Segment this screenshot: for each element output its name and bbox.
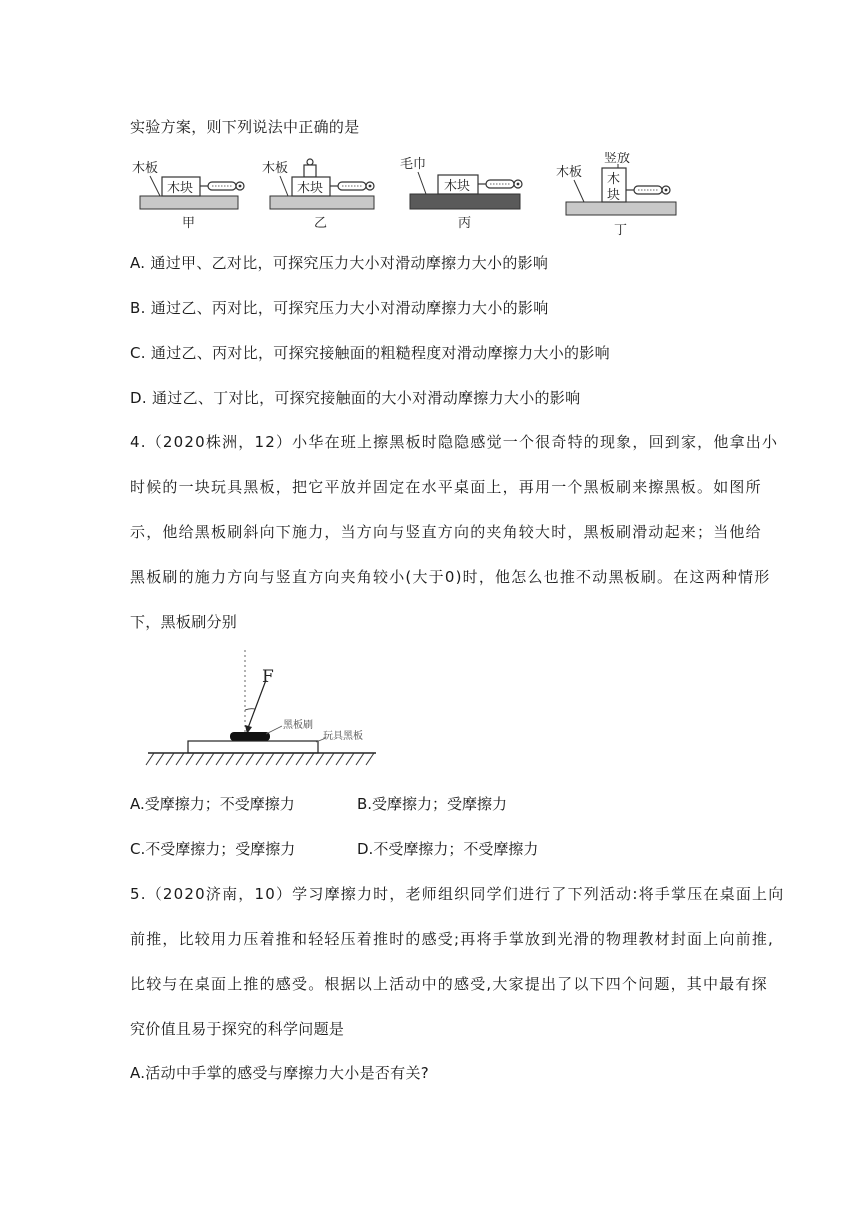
- force-label: F: [262, 667, 274, 687]
- q5-text-line: 究价值且易于探究的科学问题是: [130, 1020, 345, 1038]
- q4-text-line: 时候的一块玩具黑板，把它平放并固定在水平桌面上，再用一个黑板刷来擦黑板。如图所: [130, 478, 762, 496]
- panel-caption: 甲: [182, 216, 196, 231]
- q4-text-line: 示，他给黑板刷斜向下施力，当方向与竖直方向的夹角较大时，黑板刷滑动起来；当他给: [130, 523, 762, 541]
- surface-label: 木板: [132, 161, 159, 176]
- panel-ding: [556, 152, 676, 238]
- q5-option-a: A.活动中手掌的感受与摩擦力大小是否有关?: [130, 1064, 430, 1082]
- blackboard-brush: [230, 732, 270, 741]
- q4-option-d: D.不受摩擦力；不受摩擦力: [357, 840, 539, 858]
- spring-scale-icon: [626, 186, 670, 194]
- friction-experiment-figure: [128, 152, 698, 238]
- surface-label: 木板: [556, 165, 583, 180]
- q5-text-line: 5.（2020济南，10）学习摩擦力时，老师组织同学们进行了下列活动:将手掌压在桌面上向: [130, 885, 785, 903]
- panel-caption: 丁: [614, 223, 628, 238]
- panel-jia: [132, 160, 244, 231]
- orientation-label: 竖放: [604, 152, 631, 166]
- block-label: 木块: [297, 181, 324, 196]
- surface-label: 木板: [262, 161, 289, 176]
- q4-text-line: 下，黑板刷分别: [130, 613, 238, 631]
- q4-option-c: C.不受摩擦力；受摩擦力: [130, 840, 296, 858]
- q5-text-line: 前推，比较用力压着推和轻轻压着推时的感受;再将手掌放到光滑的物理教材封面上向前推,: [130, 930, 775, 948]
- block-label-top: 木: [607, 172, 621, 187]
- q3-option-c: C. 通过乙、丙对比，可探究接触面的粗糙程度对滑动摩擦力大小的影响: [130, 344, 610, 362]
- board-label: 玩具黑板: [323, 731, 363, 742]
- q5-text-line: 比较与在桌面上推的感受。根据以上活动中的感受,大家提出了以下四个问题，其中最有探: [130, 975, 768, 993]
- surface-label: 毛巾: [400, 157, 427, 172]
- q3-option-d: D. 通过乙、丁对比，可探究接触面的大小对滑动摩擦力大小的影响: [130, 389, 581, 407]
- spring-scale-icon: [330, 182, 374, 190]
- force-arrow-icon: [245, 680, 266, 734]
- q4-text-line: 黑板刷的施力方向与竖直方向夹角较小(大于0)时，他怎么也推不动黑板刷。在这两种情形: [130, 568, 771, 586]
- q4-option-a: A.受摩擦力；不受摩擦力: [130, 795, 295, 813]
- spring-scale-icon: [478, 180, 522, 188]
- panel-yi: [262, 159, 374, 231]
- blackboard-figure: [140, 646, 390, 776]
- toy-blackboard: [188, 741, 318, 753]
- panel-bing: [400, 156, 522, 231]
- spring-scale-icon: [200, 182, 244, 190]
- block-label: 木块: [167, 181, 194, 196]
- panel-caption: 乙: [314, 216, 328, 231]
- weight-icon: [304, 159, 316, 177]
- q3-option-a: A. 通过甲、乙对比，可探究压力大小对滑动摩擦力大小的影响: [130, 254, 549, 272]
- intro-text: 实验方案，则下列说法中正确的是: [130, 118, 360, 136]
- angle-arc: [245, 709, 255, 710]
- panel-caption: 丙: [458, 216, 472, 231]
- q3-option-b: B. 通过乙、丙对比，可探究压力大小对滑动摩擦力大小的影响: [130, 299, 549, 317]
- block-label: 木块: [444, 179, 471, 194]
- q4-option-b: B.受摩擦力；受摩擦力: [357, 795, 508, 813]
- block-label-bottom: 块: [607, 188, 621, 203]
- brush-label: 黑板刷: [283, 720, 313, 731]
- q4-text-line: 4.（2020株洲，12）小华在班上擦黑板时隐隐感觉一个很奇特的现象，回到家，他拿出小: [130, 433, 779, 451]
- table-surface: [146, 753, 376, 765]
